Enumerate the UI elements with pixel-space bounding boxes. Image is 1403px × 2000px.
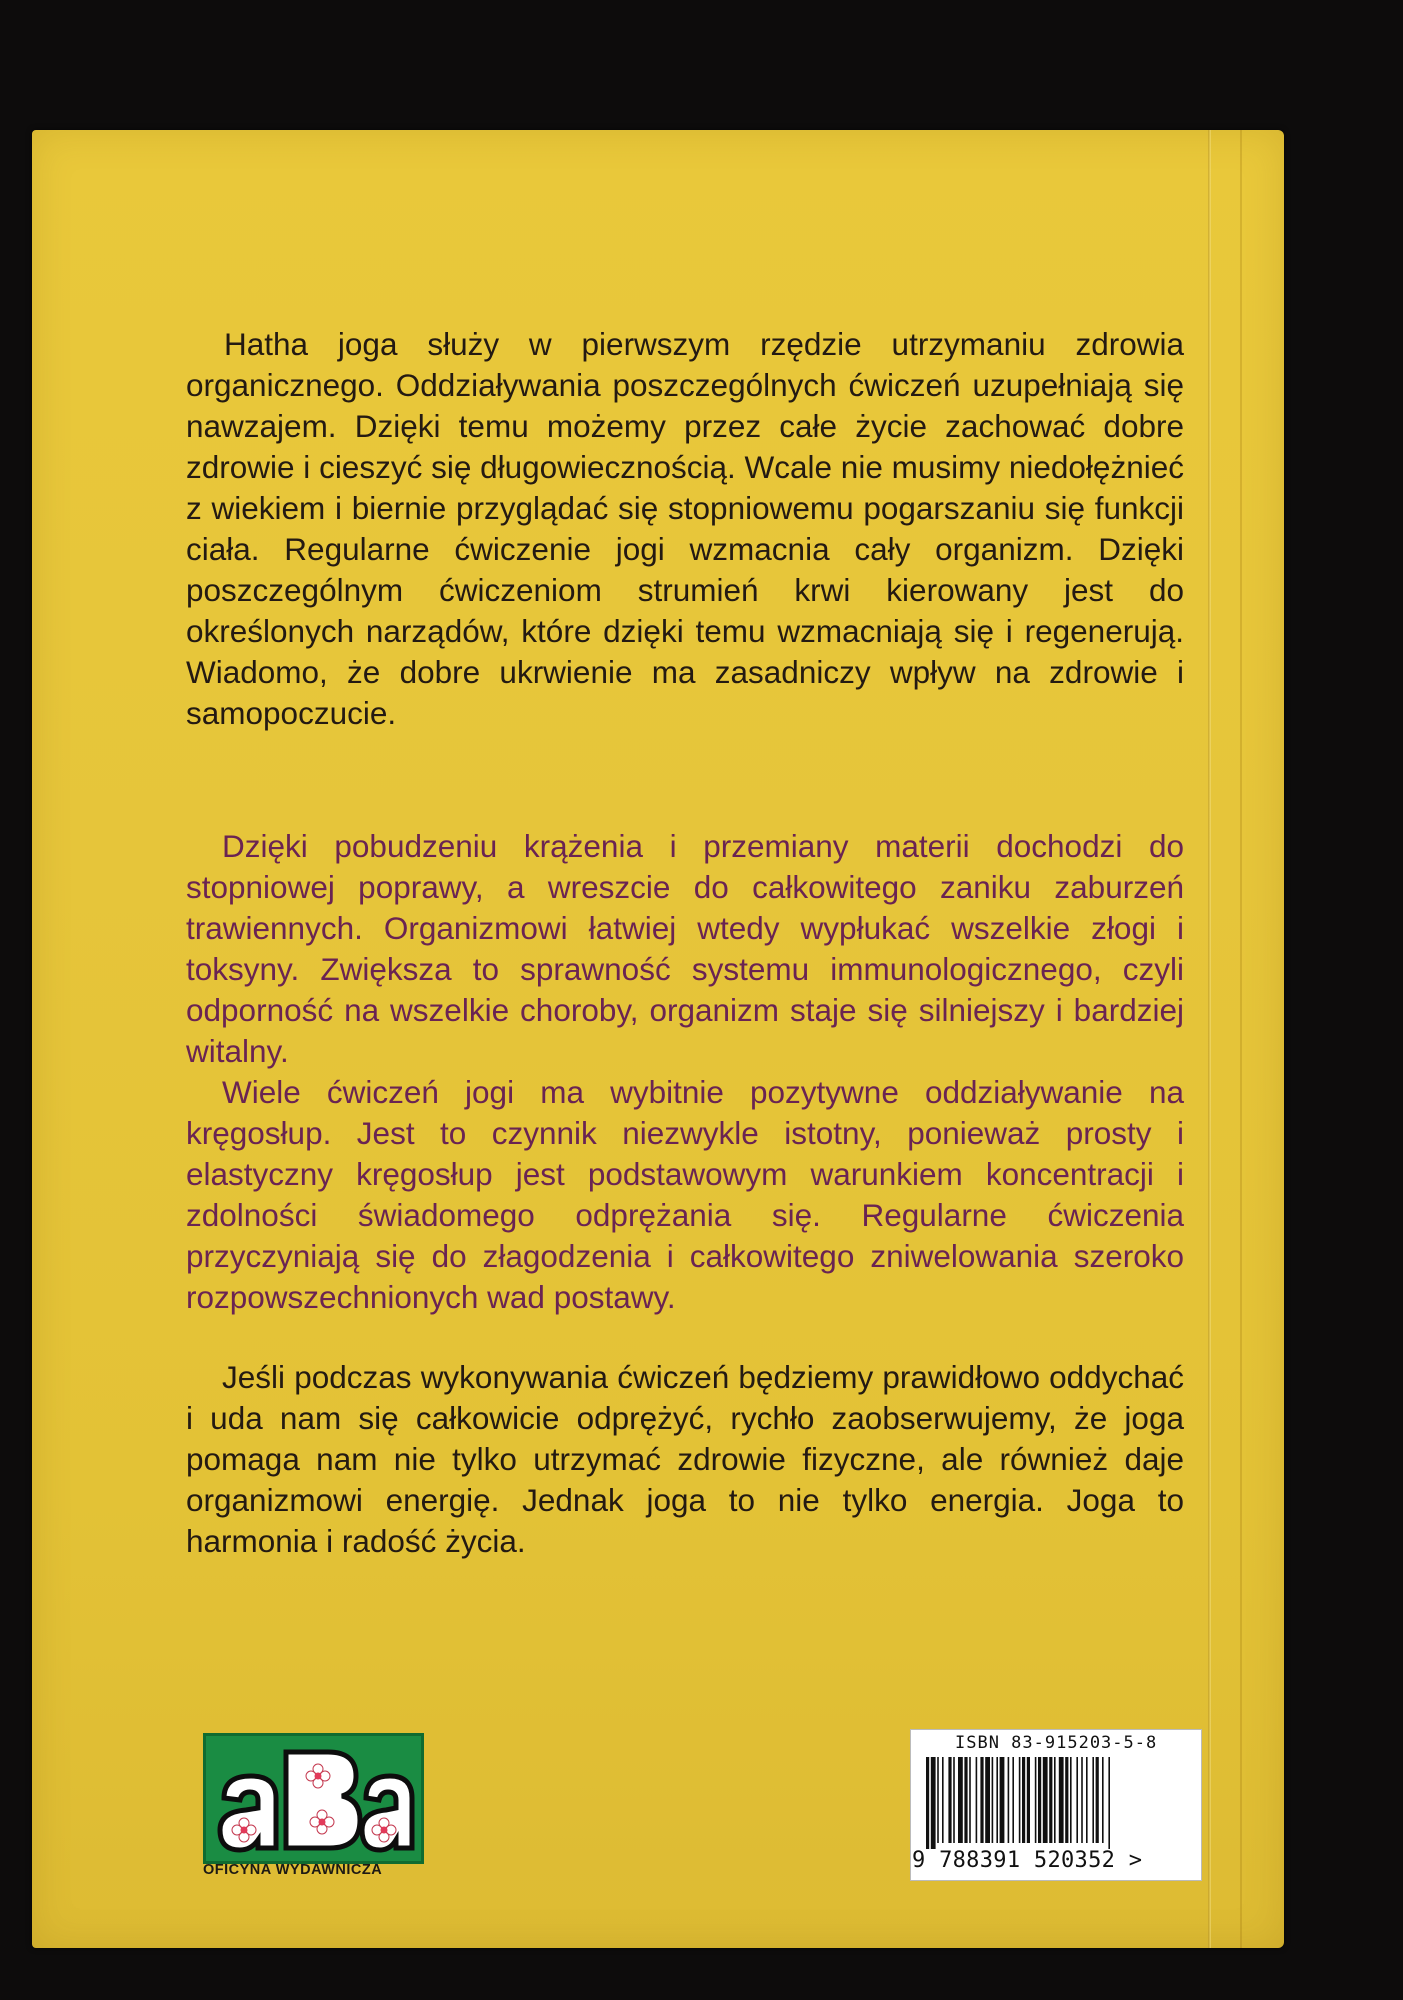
- barcode-bar: [1102, 1757, 1104, 1843]
- barcode-bar: [937, 1757, 939, 1843]
- paragraph-health: Hatha joga służy w pierwszym rzędzie utrzymaniu zdrowia organicznego. Oddziaływania poszczególnych ćwiczeń uzupełniają się nawzajem. Dzięki temu możemy przez całe życie zachować dobre zdrowie i cieszyć się długowiecznością. Wcale nie musimy niedołężnieć z wiekiem i biernie przyglądać się stopniowemu pogarszaniu się funkcji ciała. Regularne ćwiczenie jogi wzmacnia cały organizm. Dzięki poszczególnym ćwiczeniom strumień krwi kierowany jest do określonych narządów, które dzięki temu wzmacniają się i regenerują. Wiadomo, że dobre ukrwienie ma zasadniczy wpływ na zdrowie i samopoczucie.: [186, 326, 1184, 731]
- barcode-bar: [1096, 1757, 1099, 1843]
- barcode-bar: [1000, 1757, 1005, 1843]
- barcode-bar: [1027, 1757, 1030, 1843]
- barcode-bar: [964, 1757, 967, 1843]
- barcode-bar: [1070, 1757, 1072, 1843]
- publisher-caption: OFICYNA WYDAWNICZA: [203, 1862, 383, 1878]
- barcode-bar: [948, 1757, 951, 1843]
- barcode-digits: 9 788391 520352 >: [912, 1848, 1143, 1873]
- barcode-bar: [992, 1757, 994, 1843]
- barcode-bar: [985, 1757, 990, 1843]
- barcode-bar: [1054, 1757, 1056, 1843]
- barcode-bar: [1108, 1757, 1110, 1849]
- barcode-bar: [980, 1757, 983, 1843]
- barcode-bar: [996, 1757, 998, 1843]
- paragraph-breathing: Jeśli podczas wykonywania ćwiczeń będziemy prawidłowo oddychać i uda nam się całkowicie odprężyć, rychło zaobserwujemy, że joga pomaga nam nie tylko utrzymać zdrowie fizyczne, ale również daje organizmowi energię. Jednak joga to nie tylko energia. Joga to harmonia i radość życia.: [186, 1359, 1184, 1559]
- barcode-bar: [1038, 1757, 1041, 1843]
- publisher-logo-graphic: [206, 1736, 421, 1861]
- barcode-bar: [1012, 1757, 1014, 1843]
- barcode-bar: [1076, 1757, 1078, 1843]
- isbn-label: ISBN 83-915203-5-8: [955, 1733, 1158, 1753]
- barcode-bar: [1019, 1757, 1021, 1843]
- paragraph-spine: Wiele ćwiczeń jogi ma wybitnie pozytywne oddziaływanie na kręgosłup. Jest to czynnik niezwykle istotny, ponieważ prosty i elastyczny kręgosłup jest podstawowym warunkiem koncentracji i zdolności świadomego odprężania się. Regularne ćwiczenia przyczyniają się do złagodzenia i całkowitego zniwelowania szeroko rozpowszechnionych wad postawy.: [186, 1074, 1184, 1315]
- paragraph-circulation: Dzięki pobudzeniu krążenia i przemiany materii dochodzi do stopniowej poprawy, a wreszcie do całkowitego zaniku zaburzeń trawiennych. Organizmowi łatwiej wtedy wypłukać wszelkie złogi i toksyny. Zwiększa to sprawność systemu immunologicznego, czyli odporność na wszelkie choroby, organizm staje się silniejszy i bardziej witalny.: [186, 828, 1184, 1069]
- spine-edge-line: [1240, 130, 1242, 1948]
- barcode-bar: [942, 1757, 944, 1843]
- publisher-logo: [203, 1733, 424, 1864]
- barcode-bar: [1081, 1757, 1083, 1843]
- barcode-bar: [1086, 1757, 1088, 1843]
- barcode-bar: [953, 1757, 955, 1843]
- barcode-bar: [1022, 1757, 1025, 1843]
- barcode-bar: [926, 1757, 929, 1849]
- barcode-bar: [1043, 1757, 1048, 1843]
- barcode-bar: [1049, 1757, 1052, 1843]
- barcode-bar: [1059, 1757, 1064, 1843]
- spine-fold-line: [1208, 130, 1211, 1948]
- barcode-bar: [958, 1757, 963, 1843]
- barcode-bar: [1008, 1757, 1010, 1843]
- barcode-bar: [1035, 1757, 1037, 1843]
- barcode-bar: [931, 1757, 936, 1849]
- barcode-bar: [1065, 1757, 1068, 1843]
- barcode-bars: [924, 1757, 1186, 1849]
- barcode-bar: [969, 1757, 971, 1843]
- barcode-bar: [976, 1757, 978, 1843]
- barcode-bar: [1092, 1757, 1094, 1843]
